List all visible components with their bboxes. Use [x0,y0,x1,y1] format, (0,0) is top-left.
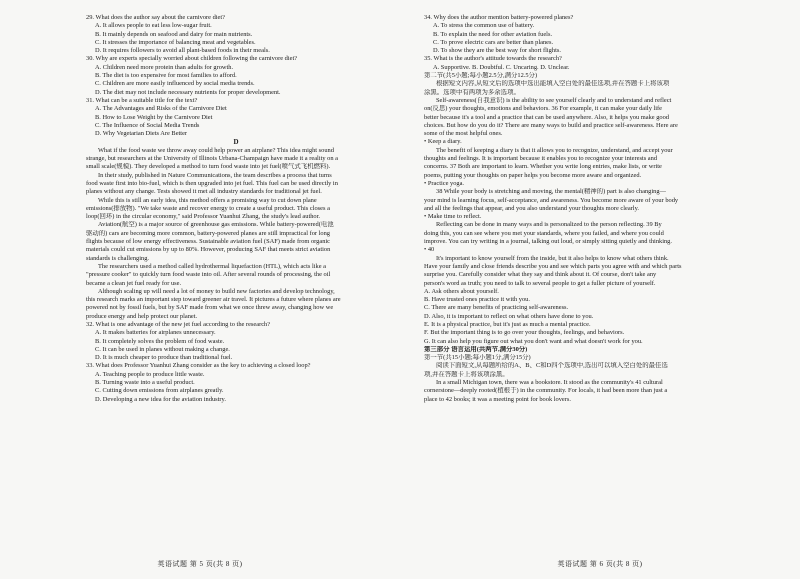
text-line: A. It makes batteries for airplanes unnecessary. [95,329,216,337]
text-line: B. Have trusted ones practice it with you. [424,296,530,304]
text-line: 根据短文内容,从短文后的选项中选出能填入空白处的最佳选项,并在答题卡上将该项 [436,80,670,88]
text-line: food waste first into bio-fuel, which is then upgraded into jet fuel. This fuel can be used directly in [86,179,338,187]
text-line: person's word as truth; you need to talk to several people to get a fuller picture of yourself. [424,279,656,287]
text-line: In their study, published in Nature Communications, the team describes a process that turns [98,171,332,179]
text-line: D [233,138,239,147]
text-line: C. There are many benefits of practicing self-awareness. [424,304,569,312]
text-line: A. Children need more protein than adults for growth. [95,63,234,71]
text-line: 驱动的) cars are becoming more common, battery-powered planes are still impractical for long [86,229,330,237]
text-line: B. How to Lose Weight by the Carnivore Diet [95,113,213,121]
text-line: B. The diet is too expensive for most families to afford. [95,72,237,80]
text-line: powered not by fossil fuels, but by SAF made from what we once threw away, changing how we [86,304,334,312]
text-line: "pressure cooker" to quickly turn food waste into oil. After several rounds of processing, the oil [86,271,331,279]
left-column-text [86,14,386,404]
text-line: It's important to know yourself from the inside, but it also helps to know what others think. [436,254,669,262]
text-line: produce energy and help protect our planet. [86,312,198,320]
text-line: this research marks an important step toward greener air travel. It pictures a future where planes are [86,296,341,304]
text-line: loop(回环) in the circular economy," said Professor Yuanhui Zhang, the study's lead author. [86,213,321,221]
text-line: E. It is a physical practice, but it's just as much a mental practice. [424,320,591,328]
text-line: 32. What is one advantage of the new jet fuel according to the research? [86,320,271,328]
text-line: some of the most helpful ones. [424,130,503,138]
text-line: 阅读下面短文,从每题所给的A、B、C和D四个选项中,选出可以填入空白处的最佳选 [436,362,668,370]
text-line: B. Turning waste into a useful product. [95,379,195,387]
text-line: 第二节(共5小题;每小题2.5分,满分12.5分) [424,72,538,80]
text-line: Aviation(航空) is a major source of greenhouse gas emissions. While battery-powered(电池 [98,221,334,229]
text-line: flights because of low energy effectiveness. Sustainable aviation fuel (SAF) made from organic [86,238,331,246]
text-line: became a clean jet fuel ready for use. [86,279,182,287]
text-line: concerns. 37 Both are important to learn. Whether you write long entries, make lists, or write [424,163,662,171]
text-line: • Keep a diary. [424,138,462,146]
text-line: F. But the important thing is to go over your thoughts, feelings, and behaviors. [424,329,625,337]
text-line: 项,并在答题卡上将该项涂黑。 [424,370,509,378]
text-line: C. It stresses the importance of balancing meat and vegetables. [95,38,256,46]
text-line: surprise you. Carefully consider what they say and think about it. Of course, don't take any [424,271,657,279]
text-line: A. The Advantages and Risks of the Carnivore Diet [95,105,227,113]
text-line: thoughts and feelings. It is important because it enables you to recognize your interests and [424,155,658,163]
text-line: Reflecting can be done in many ways and is personalized to the person reflecting. 39 By [436,221,662,229]
footer-page-6: 英语试题 第 6 页(共 8 页) [557,560,643,568]
right-column-text [424,14,772,404]
text-line: 33. What does Professor Yuanhui Zhang consider as the key to achieving a closed loop? [86,362,311,370]
text-line: A. Supportive. B. Doubtful. C. Uncaring. D. Unclear. [433,63,570,71]
text-line: A. It allows people to eat less low-sugar fruit. [95,22,212,30]
text-line: The researchers used a method called hydrothermal liquefaction (HTL), which acts like a [98,262,327,270]
text-line: A. To stress the common use of battery. [433,22,535,30]
text-line: A. Ask others about yourself. [424,287,499,295]
text-line: cornerstone—deeply rooted(植根于) in the community. For locals, it had been more than just a [424,387,668,395]
text-line: B. To explain the need for other aviation fuels. [433,30,553,38]
text-line: 第三部分 语言运用(共两节,满分30分) [424,345,528,353]
text-line: Have your family and close friends describe you and see which parts you agree with and which parts [424,262,682,270]
footer-page-5: 英语试题 第 5 页(共 8 页) [157,560,243,568]
text-line: D. Why Vegetarian Diets Are Better [95,130,188,138]
text-line: D. Also, it is important to reflect on what others have done to you. [424,312,594,320]
text-line: planes without any change. Tests showed it met all industry standards for traditional jet fuel. [86,188,322,196]
text-line: standards is challenging. [86,254,150,262]
text-line: and all the feelings that appear, and you also understand your thoughts more clearly. [424,204,639,212]
text-line: poems, putting your thoughts on paper helps you become more aware and organized. [424,171,642,179]
text-line: place to 42 books; it was a meeting point for book lovers. [424,395,571,403]
text-line: B. It completely solves the problem of food waste. [95,337,225,345]
text-line: A. Teaching people to produce little waste. [95,370,205,378]
text-line: improve. You can try writing in a journal, talking out loud, or simply sitting quietly and thinking. [424,238,672,246]
text-line: G. It can also help you figure out what you don't want and what doesn't work for you. [424,337,643,345]
text-line: Self-awareness(自我意识) is the ability to see yourself clearly and to understand and reflect [436,96,672,104]
text-line: your mind is learning focus, self-acceptance, and awareness. You become more aware of your body [424,196,679,204]
text-line: D. It is much cheaper to produce than traditional fuel. [95,354,233,362]
text-line: D. It requires followers to avoid all plant-based foods in their meals. [95,47,270,55]
text-line: on(反思) your thoughts, emotions and behaviors. 36 For example, it can make your daily life [424,105,663,113]
text-line: 29. What does the author say about the carnivore diet? [86,14,226,21]
text-line: strange, but researchers at the University of Illinois Urbana-Champaign have made it a reality on a [86,155,338,163]
text-line: 第一节(共15小题;每小题1分,满分15分) [424,354,531,362]
text-line: 35. What is the author's attitude towards the research? [424,55,562,63]
text-line: 38 While your body is stretching and moving, the mental(精神的) part is also changing— [436,188,666,196]
text-line: 30. Why are experts specially worried about children following the carnivore diet? [86,55,298,63]
text-line: C. To prove electric cars are better than planes. [433,38,554,46]
text-line: emissions(排放物). "We take waste and recover energy to create a useful product. This closes a [86,204,330,212]
text-line: 31. What can be a suitable title for the text? [86,96,198,104]
text-line: D. Developing a new idea for the aviation industry. [95,395,226,403]
text-line: C. Children are more easily influenced by social media trends. [95,80,255,88]
text-line: The benefit of keeping a diary is that it allows you to recognize, understand, and accept your [436,146,673,154]
text-line: Although scaling up will need a lot of money to build new factories and develop technology, [98,287,335,295]
text-line: 涂黑。选项中有两项为多余选项。 [424,88,520,96]
text-line: B. It mainly depends on seafood and dairy for main nutrients. [95,30,253,38]
page-6 [400,0,800,579]
text-line: better because it's a tool and a practice that can be used anywhere. Also, it helps you make good [424,113,669,121]
text-line: 34. Why does the author mention battery-powered planes? [424,14,574,21]
text-line: C. Cutting down emissions from airplanes greatly. [95,387,224,395]
text-line: D. To show they are the best way for short flights. [433,47,561,55]
text-line: C. The Influence of Social Media Trends [95,121,200,129]
text-line: C. It can be used in planes without making a change. [95,345,230,353]
text-line: materials could cut emissions by up to 80%. However, producing SAF that meets strict aviation [86,246,331,254]
text-line: What if the food waste we throw away could help power an airplane? This idea might sound [98,146,334,154]
text-line: • Make time to reflect. [424,213,482,221]
text-line: While this is still an early idea, this method offers a promising way to cut down plane [98,196,317,204]
text-line: • Practice yoga. [424,179,465,187]
text-line: • 40 [424,246,435,254]
text-line: D. The diet may not include necessary nutrients for proper development. [95,88,281,96]
text-line: In a small Michigan town, there was a bookstore. It stood as the community's 41 cultural [436,379,663,387]
text-line: doing this, you can see where you met your standards, where you failed, and where you could [424,229,664,237]
text-line: small scale(规模). They developed a method to turn food waste into jet fuel(喷气式飞机燃料). [86,163,331,171]
text-line: choices. But how do you do it? There are many ways to build and practice self-awareness. Here are [424,121,678,129]
